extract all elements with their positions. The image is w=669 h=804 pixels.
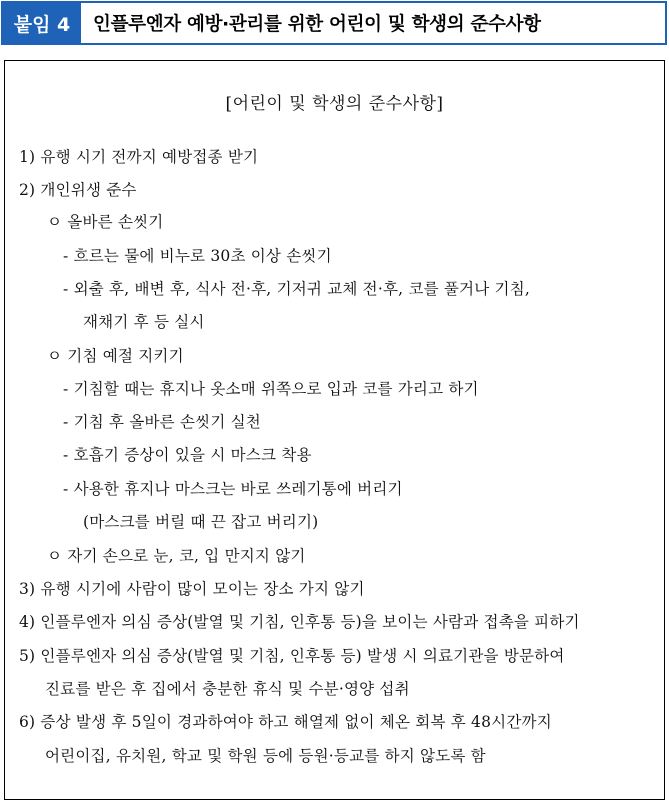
guidelines-box: [4, 60, 665, 800]
guideline-item-1: 1) 유행 시기 전까지 예방접종 받기: [19, 148, 259, 166]
box-title: [어린이 및 학생의 준수사항]: [225, 94, 444, 114]
guideline-item-5-continued: 진료를 받은 후 집에서 충분한 휴식 및 수분·영양 섭취: [45, 680, 410, 698]
sub-item-no-face-touch: ㅇ 자기 손으로 눈, 코, 입 만지지 않기: [47, 547, 306, 565]
guideline-item-4: 4) 인플루엔자 의심 증상(발열 및 기침, 인후통 등)을 보이는 사람과 접촉을 피하기: [19, 613, 580, 631]
guideline-item-6-continued: 어린이집, 유치원, 학교 및 학원 등에 등원·등교를 하지 않도록 함: [45, 747, 486, 765]
detail-line: - 호흡기 증상이 있을 시 마스크 착용: [63, 446, 312, 464]
guideline-item-3: 3) 유행 시기에 사람이 많이 모이는 장소 가지 않기: [19, 580, 365, 598]
attachment-badge: 붙임 4: [3, 3, 81, 43]
detail-line-continued: 재채기 후 등 실시: [83, 313, 205, 331]
detail-line: - 외출 후, 배변 후, 식사 전·후, 기저귀 교체 전·후, 코를 풀거나 기침,: [63, 280, 531, 298]
guideline-item-2: 2) 개인위생 준수: [19, 181, 137, 199]
guideline-item-5: 5) 인플루엔자 의심 증상(발열 및 기침, 인후통 등) 발생 시 의료기관을 방문하여: [19, 647, 565, 665]
detail-line: - 사용한 휴지나 마스크는 바로 쓰레기통에 버리기: [63, 480, 403, 498]
page-header: [1, 1, 667, 45]
detail-line: - 기침할 때는 휴지나 옷소매 위쪽으로 입과 코를 가리고 하기: [63, 380, 479, 398]
detail-line: - 흐르는 물에 비누로 30초 이상 손씻기: [63, 247, 332, 265]
page-title: 인플루엔자 예방·관리를 위한 어린이 및 학생의 준수사항: [93, 14, 541, 35]
sub-item-cough-etiquette: ㅇ 기침 예절 지키기: [47, 347, 184, 365]
sub-item-handwashing: ㅇ 올바른 손씻기: [47, 213, 164, 231]
detail-line: - 기침 후 올바른 손씻기 실천: [63, 413, 261, 431]
guideline-item-6: 6) 증상 발생 후 5일이 경과하여야 하고 해열제 없이 체온 회복 후 48시간까지: [19, 713, 552, 731]
detail-line-continued: (마스크를 버릴 때 끈 잡고 버리기): [83, 513, 319, 531]
